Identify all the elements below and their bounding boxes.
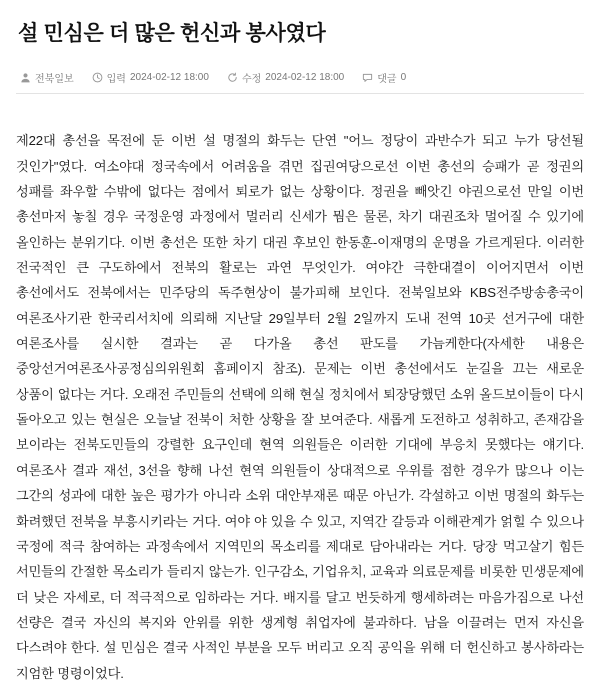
article-meta-bar <box>16 70 584 85</box>
updated-date <box>227 70 344 85</box>
comments-value: 0 <box>400 72 407 84</box>
byline-text: 전북일보 <box>35 74 74 86</box>
comments-label: 댓글 <box>377 74 397 86</box>
page-title: 설 민심은 더 많은 헌신과 봉사였다 <box>18 22 326 45</box>
published-date <box>92 70 209 85</box>
published-label: 입력 <box>106 74 126 86</box>
comment-icon <box>362 72 373 83</box>
comments-count[interactable] <box>362 70 406 85</box>
updated-value: 2024-02-12 18:00 <box>265 72 345 84</box>
clock-icon <box>92 72 103 83</box>
refresh-icon <box>227 72 238 83</box>
article-body <box>16 128 584 686</box>
meta-divider <box>16 93 584 94</box>
updated-label: 수정 <box>241 74 262 86</box>
byline[interactable] <box>20 70 74 85</box>
article-paragraph: 제22대 총선을 목전에 둔 이번 설 명절의 화두는 단연 "어느 정당이 과반수가 되고 누가 당선될 것인가"였다. 여소야대 정국속에서 어려움을 겪먼 집권여당으로선 이번 총선의 승패가 곧 정권의 성패를 좌우할 수밖에 없다는 점에서 퇴로가 없는 상황이다. 정권을 빼앗긴 야권으로선 만일 이번 총선마저 놓칠 경우 국정운영 과정에서 멀러리 신세가 뭠은 물론, 차기 대권조차 멀어질 수 있기에 올인하는 분위기다. 이번 총선은 또한 차기 대권 후보인 한동훈-이재명의 운명을 가르게된다. 이러한 전국적인 큰 구도하에서 전북의 활로는 과연 무엇인가. 여야간 극한대결이 이어지면서 이번 총선에서도 전북에서는 민주당의 독주현상이 불가피해 보인다. 전북일보와 KBS전주방송총국이 여론조사기관 한국리서치에 의뢰해 지난달 29일부터 2월 2일까지 도내 전역 10곳 선거구에 대한 여론조사를 실시한 결과는 곧 다가올 총선 판도를 가늠케한다(자세한 내용은 중앙선거여론조사공정심의위원회 홈페이지 참조). 문제는 이번 총선에서도 눈길을 끄는 새로운 상품이 없다는 거다. 오래전 주민들의 선택에 의해 현실 정치에서 퇴장당했던 소위 올드보이들이 다시 돌아오고 있는 현실은 오늘날 전북이 처한 상황을 잘 보여준다. 새롭게 도전하고 성취하고, 존재감을 보이라는 전북도민들의 강렬한 요구인데 현역 의원들은 이러한 기대에 부응치 못했다는 얘기다. 여론조사 결과 재선, 3선을 향해 나선 현역 의원들이 상대적으로 우위를 점한 경우가 많으나 이는 그간의 성과에 대한 높은 평가가 아니라 소위 대안부재론 때문 아닌가. 각설하고 이번 명절의 화두는 화려했던 전북을 부흥시키라는 거다. 여야 야 있을 수 있고, 지역간 갈등과 이해관계가 얽힐 수 있으나 국정에 적극 참여하는 과정속에서 지역민의 목소리를 제대로 담아내라는 거다. 당장 먹고살기 힘든 서민들의 간절한 목소리가 들리지 않는가. 인구감소, 기업유치, 교육과 의료문제를 비롯한 민생문제에 더 낮은 자세로, 더 적극적으로 임하라는 거다. 배지를 달고 번듯하게 행세하려는 마음가짐으로 나선 선량은 결국 자신의 복지와 안위를 위한 생계형 취업자에 불과하다. 남을 이끌려는 먼저 자신을 다스려야 한다. 설 민심은 결국 사적인 부분을 모두 버리고 오직 공익을 위해 더 헌신하고 봉사하라는 지엄한 명령이었다. <box>16 133 584 681</box>
person-icon <box>20 72 31 83</box>
published-value: 2024-02-12 18:00 <box>129 72 209 84</box>
